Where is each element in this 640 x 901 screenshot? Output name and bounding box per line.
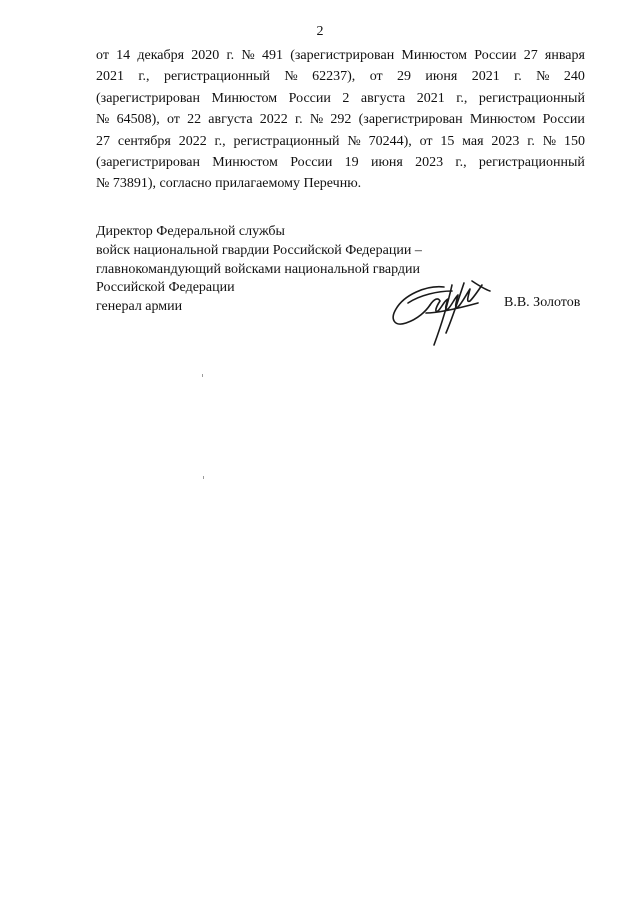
body-word: г.,	[214, 133, 226, 149]
page-number: 2	[316, 24, 324, 39]
body-word: 15	[440, 133, 455, 149]
body-word: г.	[527, 133, 535, 149]
body-word: июня	[370, 154, 403, 170]
scan-speck	[203, 476, 204, 479]
body-word: от	[369, 69, 383, 85]
body-word: г.,	[138, 69, 150, 85]
body-word: России	[474, 48, 517, 63]
body-word: регистрационный	[163, 69, 270, 85]
body-word: от	[166, 112, 180, 128]
body-word: 14	[116, 48, 131, 63]
body-word: г.	[514, 69, 522, 85]
body-word: июня	[425, 69, 458, 85]
body-word: мая	[462, 133, 484, 149]
body-line	[96, 45, 585, 66]
body-word: августа	[360, 90, 406, 106]
body-word: №	[542, 133, 557, 149]
body-word: №	[284, 69, 298, 85]
body-word: 29	[397, 69, 412, 85]
body-word: 2021	[416, 90, 445, 106]
body-word: №	[347, 133, 361, 149]
body-word: г.	[294, 112, 303, 128]
body-word: 62237),	[312, 69, 356, 85]
body-word: регистрационный	[478, 154, 585, 170]
signatory-title-line-4: Российской Федерации	[96, 280, 235, 296]
body-word: (зарегистрирован	[96, 90, 200, 106]
handwritten-signature-icon	[386, 273, 498, 355]
body-word: г.,	[455, 154, 467, 170]
body-line	[96, 152, 585, 173]
body-word: 22	[187, 112, 202, 128]
body-word: №	[96, 112, 110, 128]
body-word: регистрационный	[233, 133, 340, 149]
body-line	[96, 109, 585, 130]
body-word: 19	[344, 154, 359, 170]
body-word: августа	[208, 112, 253, 128]
signatory-name: В.В. Золотов	[504, 295, 581, 310]
body-word: 27	[523, 48, 538, 63]
body-line	[96, 88, 585, 109]
body-word: г.	[226, 48, 235, 63]
body-word: 2022	[259, 112, 288, 128]
body-word: №	[309, 112, 324, 128]
body-line	[96, 173, 585, 194]
body-word: 27	[96, 133, 110, 149]
body-line	[96, 66, 585, 87]
body-word: Минюстом	[212, 154, 278, 170]
body-word: 2023	[415, 154, 444, 170]
body-word: 491	[261, 48, 283, 63]
signatory-title-line-2: войск национальной гвардии Российской Федерации –	[96, 242, 422, 258]
body-word: 240	[563, 69, 585, 85]
body-line	[96, 131, 585, 152]
body-word: 64508),	[116, 112, 160, 128]
signatory-title-line-1: Директор Федеральной службы	[96, 224, 285, 239]
body-word: (зарегистрирован	[358, 112, 463, 128]
signatory-title-line-3: главнокомандующий войсками национальной гвардии	[96, 261, 421, 277]
body-word: России	[290, 154, 333, 170]
signatory-rank: генерал армии	[96, 299, 183, 315]
body-word: Минюстом	[469, 112, 536, 128]
body-word: от	[419, 133, 433, 149]
body-word: сентября	[117, 133, 171, 149]
body-word: № 73891), согласно прилагаемому Перечню.	[96, 176, 362, 192]
body-word: (зарегистрирован	[96, 154, 200, 170]
body-word: №	[536, 69, 550, 85]
body-word: 2022	[178, 133, 207, 149]
body-word: 150	[563, 133, 585, 149]
body-word: января	[544, 48, 585, 63]
body-word: 292	[330, 112, 352, 128]
body-word: (зарегистрирован	[290, 48, 395, 63]
body-word: 2021	[96, 69, 124, 85]
body-word: 2	[342, 90, 350, 106]
body-word: 2021	[471, 69, 500, 85]
body-word: России	[542, 112, 585, 128]
body-word: г.,	[456, 90, 468, 106]
body-word: России	[288, 90, 331, 106]
body-word: Минюстом	[401, 48, 468, 63]
scan-speck	[202, 374, 203, 377]
body-word: регистрационный	[478, 90, 585, 106]
body-word: 2020	[191, 48, 220, 63]
body-word: от	[96, 48, 109, 63]
body-word: 2023	[491, 133, 520, 149]
body-paragraph	[96, 45, 585, 195]
body-word: Минюстом	[211, 90, 278, 106]
body-word: 70244),	[368, 133, 412, 149]
body-word: №	[241, 48, 255, 63]
body-word: декабря	[137, 48, 185, 63]
